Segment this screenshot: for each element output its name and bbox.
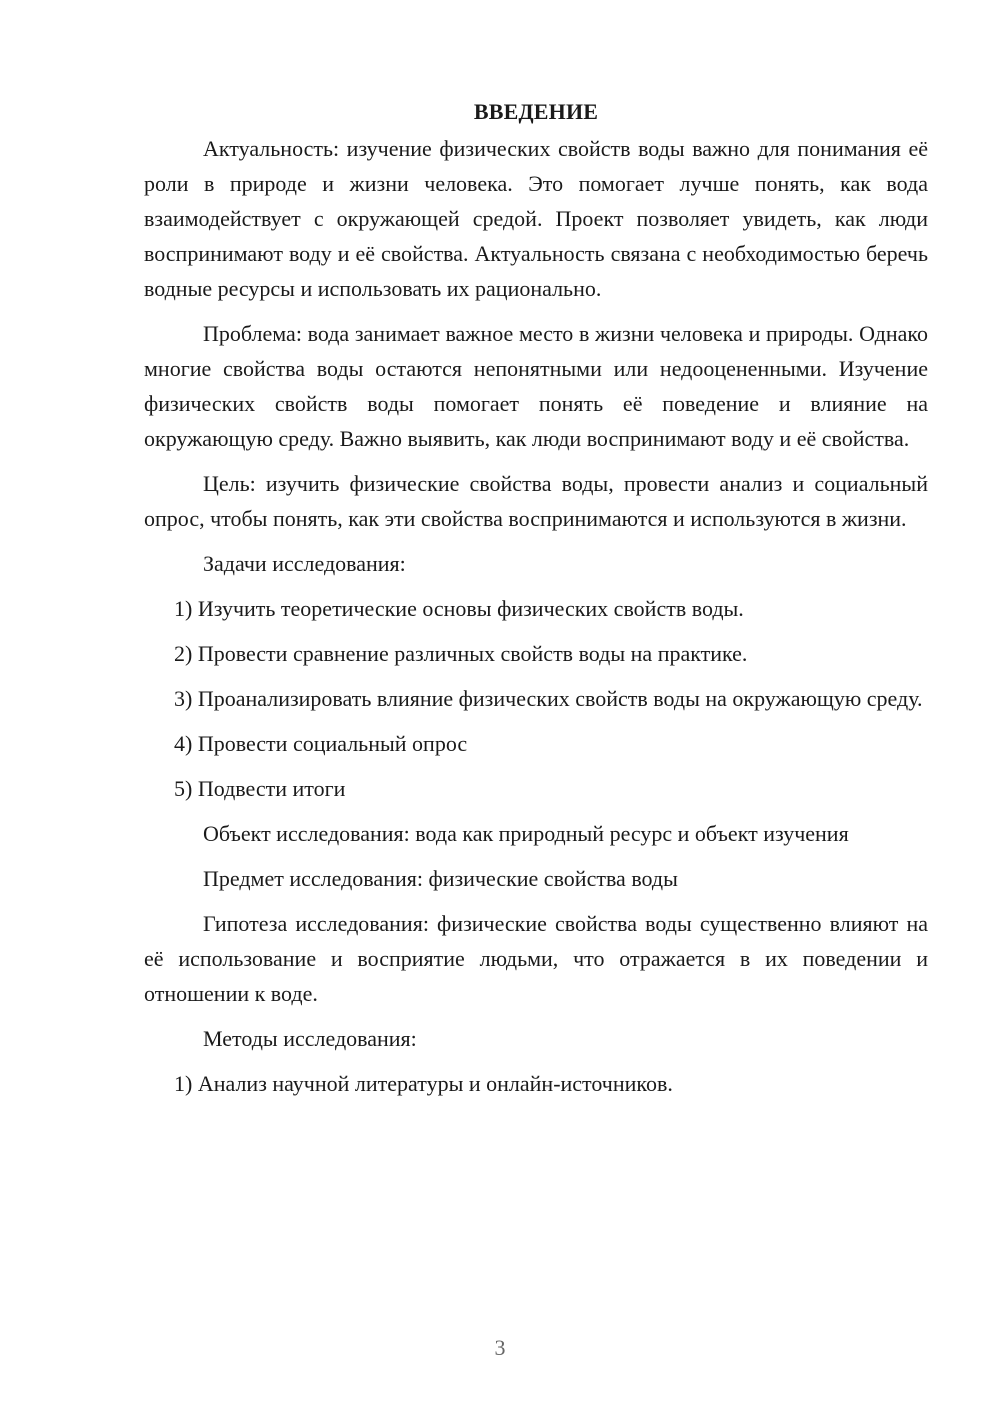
method-item: 1) Анализ научной литературы и онлайн-источников. — [174, 1071, 673, 1096]
tasks-heading: Задачи исследования: — [203, 551, 406, 576]
task-item: 3) Проанализировать влияние физических свойств воды на окружающую среду. — [174, 686, 923, 711]
task-item: 1) Изучить теоретические основы физических свойств воды. — [174, 596, 744, 621]
methods-heading: Методы исследования: — [203, 1026, 417, 1051]
page-number: 3 — [494, 1335, 506, 1360]
task-item: 4) Провести социальный опрос — [174, 731, 468, 756]
task-item: 2) Провести сравнение различных свойств воды на практике. — [174, 641, 748, 666]
task-item: 5) Подвести итоги — [174, 776, 346, 801]
page-content — [144, 94, 928, 1111]
goal-paragraph: Цель: изучить физические свойства воды, провести анализ и социальный опрос, чтобы понять, как эти свойства воспринимаются и используются в жизни. — [144, 471, 928, 531]
subject-paragraph: Предмет исследования: физические свойства воды — [203, 866, 678, 891]
section-title: ВВЕДЕНИЕ — [473, 99, 599, 124]
problem-paragraph: Проблема: вода занимает важное место в жизни человека и природы. Однако многие свойства воды остаются непонятными или недооцененными. Изучение физических свойств воды помогает понять её поведение и влияние на окружающую среду. Важно выявить, как люди воспринимают воду и её свойства. — [144, 321, 928, 451]
object-paragraph: Объект исследования: вода как природный ресурс и объект изучения — [203, 821, 849, 846]
hypothesis-paragraph: Гипотеза исследования: физические свойства воды существенно влияют на её использование и восприятие людьми, что отражается в их поведении и отношении к воде. — [144, 911, 928, 1006]
relevance-paragraph: Актуальность: изучение физических свойств воды важно для понимания её роли в природе и жизни человека. Это помогает лучше понять, как вода взаимодействует с окружающей средой. Проект позволяет увидеть, как люди воспринимают воду и её свойства. Актуальность связана с необходимостью беречь водные ресурсы и использовать их рационально. — [144, 136, 928, 301]
